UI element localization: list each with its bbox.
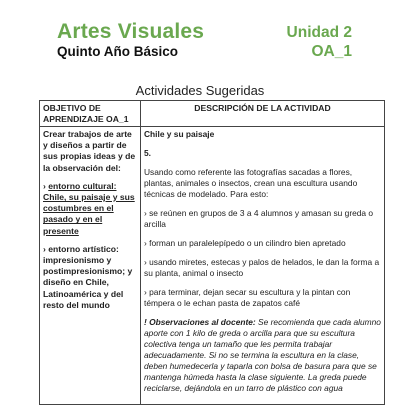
- activity-step-3: › usando miretes, estecas y palos de helados, le dan la forma a su planta, animal o insecto: [144, 257, 380, 278]
- activity-title: Chile y su paisaje: [144, 129, 215, 139]
- observations-text: Se recomienda que cada alumno aporte con 1 kilo de greda o arcilla para que su escultura colectiva tenga un tamaño que les permita trabajar adecuadamente. Si no se termina la escultura en la clase, deben humedecerla y taparla con bolsa de basura para que se mantenga húmeda hasta la clase siguiente. La greda puede reciclarse, dejándola en un tarro de plástico con agua: [144, 317, 381, 393]
- table-header-row: [40, 101, 385, 127]
- bullet-marker: ›: [43, 180, 49, 191]
- activity-step-2: › forman un paralelepípedo o un cilindro bien apretado: [144, 238, 346, 248]
- activity-step-1: › se reúnen en grupos de 3 a 4 alumnos y amasan su greda o arcilla: [144, 208, 374, 229]
- activity-step-4: › para terminar, dejan secar su escultura y la pintan con témpera o le echan pasta de zapatos café: [144, 287, 351, 308]
- oa-label: OA_1: [311, 43, 352, 60]
- objective-item-cultural: [43, 181, 137, 237]
- description-cell: [141, 127, 385, 405]
- unit-label: Unidad 2: [286, 24, 352, 41]
- page-title: Artes Visuales: [57, 20, 205, 43]
- description-column-header: DESCRIPCIÓN DE LA ACTIVIDAD: [141, 101, 385, 127]
- activity-intro: Usando como referente las fotografías sacadas a flores, plantas, animales o insectos, crean una escultura usando técnicas de modelado. Para esto:: [144, 167, 358, 199]
- page-header: [0, 0, 400, 70]
- teacher-observations: [144, 317, 381, 394]
- objective-item-artistic: › entorno artístico: impresionismo y postimpresionismo; y diseño en Chile, Latinoamérica y del resto del mundo: [43, 243, 133, 310]
- section-title: Actividades Sugeridas: [135, 83, 265, 98]
- observations-label: ! Observaciones al docente:: [144, 317, 256, 327]
- objective-item-cultural-text: entorno cultural: Chile, su paisaje y sus costumbres en el pasado y en el presente: [43, 180, 135, 236]
- table-row: [40, 127, 385, 405]
- objective-column-header: OBJETIVO DE APRENDIZAJE OA_1: [40, 101, 141, 127]
- activity-number: 5.: [144, 148, 151, 158]
- activity-table: [39, 100, 385, 405]
- objective-cell: [40, 127, 141, 405]
- objective-intro: Crear trabajos de arte y diseños a partir de sus propias ideas y de la observación del:: [43, 129, 136, 173]
- page-subtitle: Quinto Año Básico: [57, 44, 178, 59]
